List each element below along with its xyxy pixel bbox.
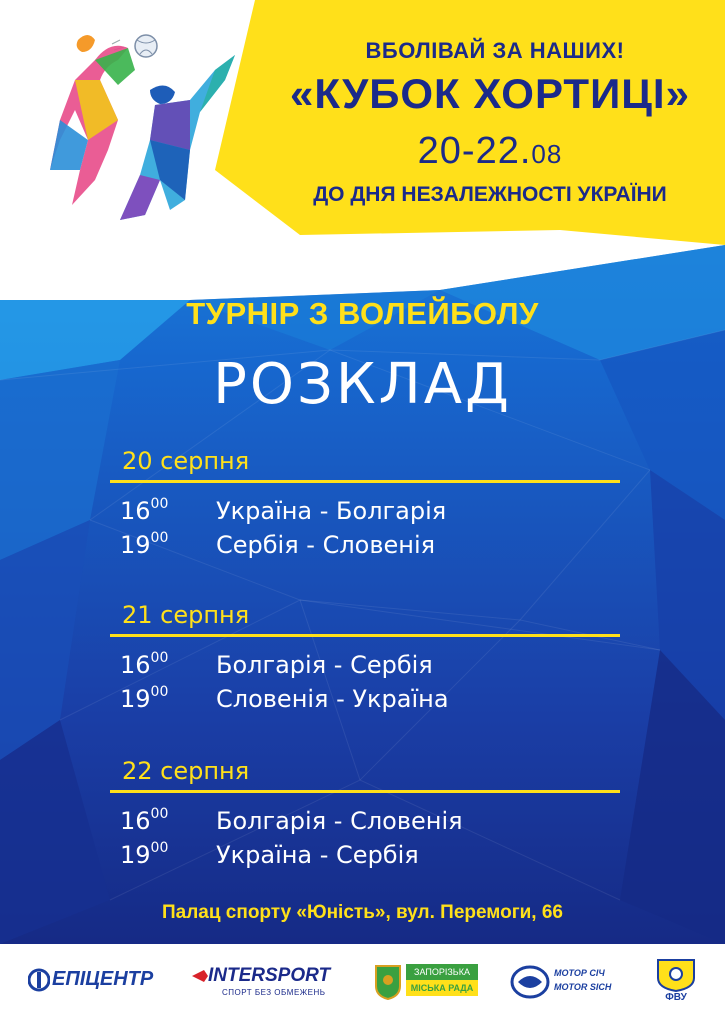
match-hour: 16 <box>120 807 151 835</box>
tournament-subtitle: МІЖНАРОДНИЙ ЧОЛОВІЧИЙ <box>207 258 518 283</box>
match-row <box>110 651 620 685</box>
epicentr-name: ЕПІЦЕНТР <box>52 968 154 990</box>
match-minutes: 00 <box>150 650 169 666</box>
match-teams: Україна - Болгарія <box>216 497 447 525</box>
dates-days: 20-22. <box>417 130 532 172</box>
cup-title: «КУБОК ХОРТИЦІ» <box>290 70 690 117</box>
match-hour: 19 <box>120 685 151 713</box>
match-time <box>120 497 168 525</box>
match-hour: 19 <box>120 531 151 559</box>
intersport-arrow-icon <box>192 968 208 984</box>
match-time <box>120 531 168 559</box>
motor-sich-emblem-icon <box>510 964 550 1000</box>
fvu-logo <box>654 958 698 1008</box>
match-time <box>120 841 168 869</box>
match-teams: Болгарія - Сербія <box>216 651 433 679</box>
venue-address: Палац спорту «Юність», вул. Перемоги, 66 <box>161 902 564 923</box>
schedule-title: РОЗКЛАД <box>213 352 512 417</box>
match-time <box>120 651 168 679</box>
epicentr-logo <box>28 966 160 996</box>
intersport-name: INTERSPORT <box>208 965 331 986</box>
match-time <box>120 807 168 835</box>
match-minutes: 00 <box>150 496 169 512</box>
match-row <box>110 685 620 719</box>
day-date: 21 серпня <box>122 601 250 629</box>
council-name-line1: ЗАПОРІЗЬКА <box>406 964 478 980</box>
match-minutes: 00 <box>150 684 169 700</box>
match-minutes: 00 <box>150 530 169 546</box>
council-name-line2: МІСЬКА РАДА <box>406 980 478 996</box>
day-date: 20 серпня <box>122 447 250 475</box>
match-teams: Словенія - Україна <box>216 685 449 713</box>
event-dates <box>370 130 610 173</box>
match-teams: Болгарія - Словенія <box>216 807 463 835</box>
slogan-text: ВБОЛІВАЙ ЗА НАШИХ! <box>365 38 625 63</box>
schedule-day-2 <box>110 600 620 719</box>
motor-sich-logo <box>510 962 630 1002</box>
match-hour: 16 <box>120 497 151 525</box>
motor-sich-name-en: MOTOR SICH <box>554 982 612 992</box>
match-hour: 16 <box>120 651 151 679</box>
match-row <box>110 807 620 841</box>
city-coat-of-arms-icon <box>374 964 402 1000</box>
schedule-day-1 <box>110 446 620 565</box>
day-date: 22 серпня <box>122 757 250 785</box>
intersport-tagline: СПОРТ БЕЗ ОБМЕЖЕНЬ <box>222 988 326 997</box>
match-time <box>120 685 168 713</box>
motor-sich-name-ua: МОТОР СІЧ <box>554 968 605 978</box>
tournament-title: ТУРНІР З ВОЛЕЙБОЛУ <box>186 296 539 331</box>
sponsor-strip <box>0 944 725 1024</box>
match-minutes: 00 <box>150 840 169 856</box>
independence-day-text: ДО ДНЯ НЕЗАЛЕЖНОСТІ УКРАЇНИ <box>313 183 667 206</box>
match-hour: 19 <box>120 841 151 869</box>
match-row <box>110 531 620 565</box>
fvu-shield-icon <box>654 958 698 992</box>
fvu-name: ФВУ <box>665 992 687 1003</box>
intersport-logo <box>192 964 342 1004</box>
epicentr-emblem-icon <box>28 968 50 992</box>
match-row <box>110 497 620 531</box>
city-council-logo <box>374 962 484 1006</box>
dates-month: 08 <box>531 139 563 169</box>
match-teams: Україна - Сербія <box>216 841 419 869</box>
match-row <box>110 841 620 875</box>
schedule-day-3 <box>110 756 620 875</box>
match-teams: Сербія - Словенія <box>216 531 436 559</box>
match-minutes: 00 <box>150 806 169 822</box>
